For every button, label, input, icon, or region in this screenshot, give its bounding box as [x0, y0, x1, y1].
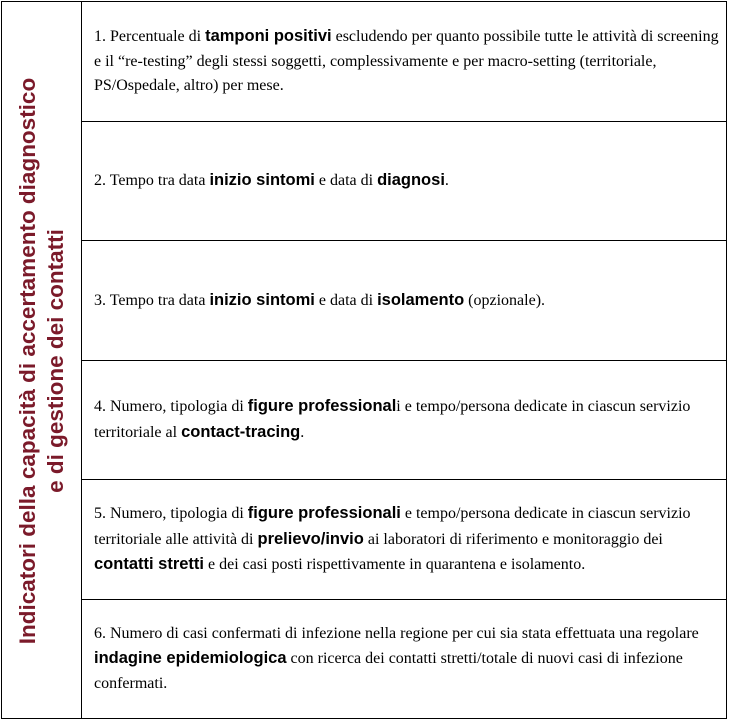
indicator-keyword: prelievo/invio [257, 529, 364, 548]
indicator-row [82, 122, 726, 242]
indicator-keyword: contact-tracing [181, 422, 301, 441]
indicator-row [82, 2, 726, 122]
indicator-keyword: diagnosi [377, 171, 445, 189]
side-label [14, 11, 70, 711]
indicator-keyword: indagine epidemiologica [94, 649, 287, 667]
indicator-text [94, 288, 545, 314]
indicator-text [94, 501, 722, 578]
indicator-keyword: isolamento [377, 290, 465, 309]
indicator-keyword: inizio sintomi [209, 290, 315, 309]
indicator-rows [82, 2, 726, 718]
indicator-text-segment: . [300, 423, 305, 441]
indicator-text-segment: (opzionale). [464, 291, 546, 309]
indicator-text-segment: escludendo per quanto possibile tutte le attività di screening e il “re-testing” degli stessi soggetti, complessivamente e per macro-setting (territoriale, PS/Ospedale, altro) per mese. [94, 28, 719, 94]
indicator-text-segment: e dei casi posti rispettivamente in quarantena e isolamento. [204, 556, 586, 573]
indicators-table [1, 1, 727, 719]
indicator-text-segment: con ricerca dei contatti stretti/totale di nuovi casi di infezione confermati. [94, 650, 683, 692]
indicator-text-segment: 5. Numero, tipologia di [94, 505, 248, 522]
indicator-row [82, 600, 726, 719]
side-label-line2: e di gestione dei contatti [43, 229, 68, 493]
indicator-text [94, 622, 722, 697]
indicator-keyword: figure professionali [247, 504, 401, 522]
indicator-text-segment: 3. Tempo tra data [94, 291, 210, 309]
indicator-text-segment: e data di [314, 291, 378, 309]
indicator-text-segment: 1. Percentuale di [94, 28, 206, 45]
indicator-row [82, 241, 726, 361]
indicator-row [82, 361, 726, 481]
indicator-keyword: inizio sintomi [209, 171, 315, 189]
indicator-keyword: figure professional [247, 397, 397, 416]
indicator-text-segment: 2. Tempo tra data [94, 172, 210, 189]
indicator-text-segment: e tempo/persona dedicate in ciascun servizio territoriale alle attività di [94, 505, 691, 548]
indicator-text [94, 24, 722, 99]
indicator-text-segment: . [444, 172, 449, 189]
indicator-text-segment: 4. Numero, tipologia di [94, 398, 248, 416]
indicator-text [94, 168, 449, 194]
side-label-line1: Indicatori della capacità di accertamento diagnostico [15, 77, 40, 645]
side-label-cell [2, 2, 82, 718]
indicator-keyword: contatti stretti [94, 555, 205, 573]
indicator-text-segment: i e tempo/persona dedicate in ciascun servizio territoriale al [94, 398, 691, 441]
indicator-keyword: tamponi positivi [205, 27, 332, 45]
indicator-text-segment: ai laboratori di riferimento e monitoraggio dei [363, 530, 663, 548]
indicator-text-segment: 6. Numero di casi confermati di infezione nella regione per cui sia stata effettuata una regolare [94, 624, 699, 642]
indicator-text [94, 394, 722, 445]
indicator-row [82, 480, 726, 600]
indicator-text-segment: e data di [314, 172, 378, 189]
